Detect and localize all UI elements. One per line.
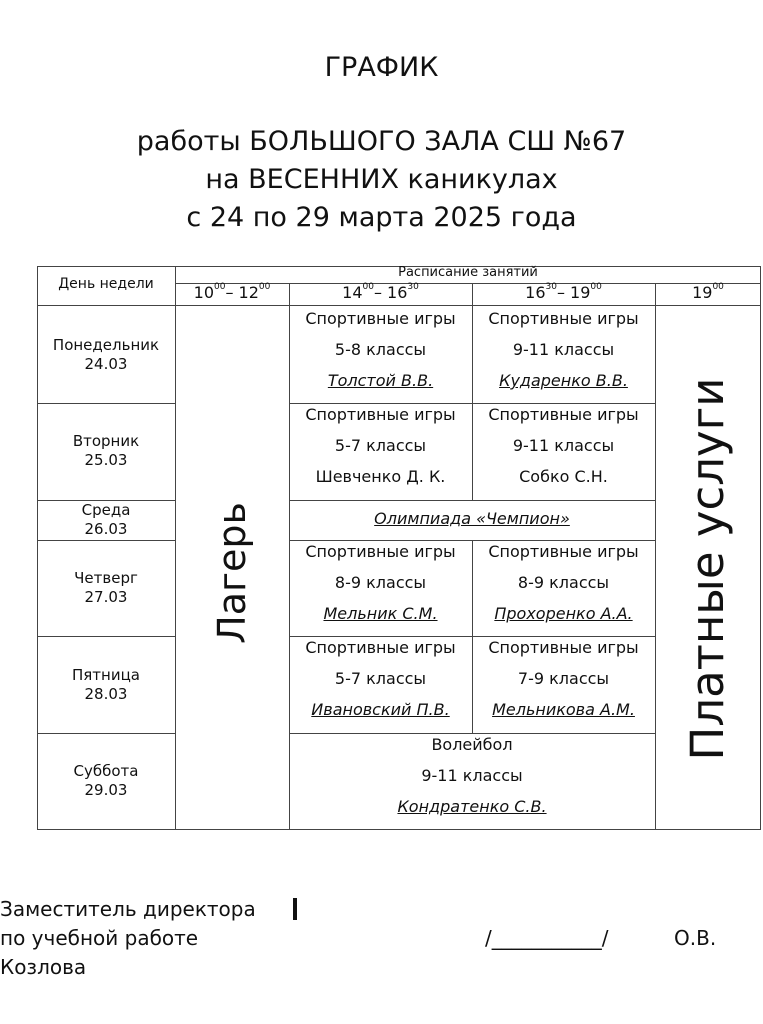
coach: Мельникова А.М. [492, 700, 635, 719]
day-thursday [37, 569, 175, 607]
activity: Спортивные игры [488, 309, 639, 328]
coach: Шевченко Д. К. [315, 467, 446, 486]
day-saturday [37, 762, 175, 800]
coach: Ивановский П.В. [311, 700, 450, 719]
row-line-4 [37, 636, 175, 637]
time-slot-4: $19^{00}$ [692, 282, 724, 302]
row-line-3 [37, 540, 175, 541]
day-date: 27.03 [84, 588, 128, 606]
signatory-title-1: Заместитель директора [0, 897, 256, 921]
activity: Спортивные игры [488, 542, 639, 561]
classes: 9-11 классы [421, 766, 523, 785]
coach: Кондратенко С.В. [397, 797, 547, 816]
day-date: 24.03 [84, 355, 128, 373]
activity: Спортивные игры [488, 405, 639, 424]
row-line-2b [289, 500, 655, 501]
camp-label: Лагерь [210, 502, 254, 644]
col-divider-1 [175, 266, 176, 830]
day-tuesday [37, 432, 175, 470]
friday-slot-a [289, 632, 472, 725]
schedule-table [37, 266, 761, 829]
classes: 9-11 классы [512, 436, 615, 455]
day-date: 29.03 [84, 781, 128, 799]
day-date: 26.03 [84, 520, 128, 538]
signatory-title-2: по учебной работе [0, 926, 199, 950]
document-subtitle [0, 123, 763, 237]
day-name: Среда [81, 501, 131, 519]
day-name: Пятница [72, 666, 140, 684]
activity: Спортивные игры [305, 638, 456, 657]
activity: Волейбол [431, 735, 513, 754]
schedule-header: Расписание занятий [398, 265, 538, 280]
friday-slot-b [472, 632, 655, 725]
classes: 7-9 классы [517, 669, 610, 688]
monday-slot-a [289, 303, 472, 396]
day-name: Четверг [74, 569, 138, 587]
signatory-initials: О.В. [674, 926, 717, 950]
day-date: 25.03 [84, 451, 128, 469]
classes: 8-9 классы [517, 573, 610, 592]
day-name: Понедельник [52, 336, 160, 354]
activity: Спортивные игры [305, 542, 456, 561]
coach: Кударенко В.В. [499, 371, 628, 390]
paid-services-label: Платные услуги [681, 377, 734, 761]
saturday-slot [289, 729, 655, 822]
tuesday-slot-a [289, 399, 472, 492]
row-line-1 [37, 403, 175, 404]
activity: Спортивные игры [305, 405, 456, 424]
coach: Мельник С.М. [323, 604, 438, 623]
coach: Прохоренко А.А. [494, 604, 633, 623]
signatory-surname: Козлова [0, 955, 87, 979]
coach: Собко С.Н. [519, 467, 608, 486]
tuesday-slot-b [472, 399, 655, 492]
thursday-slot-a [289, 536, 472, 629]
classes: 9-11 классы [512, 340, 615, 359]
day-name: Вторник [72, 432, 140, 450]
coach: Толстой В.В. [327, 371, 434, 390]
thursday-slot-b [472, 536, 655, 629]
table-border-bottom [37, 829, 761, 830]
classes: 5-7 классы [334, 436, 427, 455]
subtitle-line-2: на ВЕСЕННИХ каникулах [205, 164, 558, 195]
day-column-header: День недели [58, 276, 154, 292]
signature-block [0, 895, 256, 982]
day-wednesday [37, 501, 175, 539]
activity: Спортивные игры [488, 638, 639, 657]
day-friday [37, 666, 175, 704]
text-cursor-mark [293, 898, 297, 920]
classes: 8-9 классы [334, 573, 427, 592]
subtitle-line-1: работы БОЛЬШОГО ЗАЛА СШ №67 [136, 126, 627, 157]
subtitle-line-3: с 24 по 29 марта 2025 года [186, 202, 577, 233]
document-title: ГРАФИК [324, 52, 439, 83]
time-slot-3: $16^{30}-$ $19^{00}$ [525, 282, 602, 302]
row-line-5 [37, 733, 175, 734]
time-slot-2: $14^{00}-$ $16^{30}$ [342, 282, 419, 302]
table-border-right [760, 266, 761, 830]
activity: Спортивные игры [305, 309, 456, 328]
col-divider-4 [655, 283, 656, 830]
wednesday-event: Олимпиада «Чемпион» [374, 509, 570, 528]
signature-line: /___________/ [485, 926, 609, 950]
time-slot-1: $10^{00}-$ $12^{00}$ [193, 282, 271, 302]
day-date: 28.03 [84, 685, 128, 703]
classes: 5-8 классы [334, 340, 427, 359]
monday-slot-b [472, 303, 655, 396]
day-name: Суббота [73, 762, 139, 780]
classes: 5-7 классы [334, 669, 427, 688]
day-monday [37, 336, 175, 374]
